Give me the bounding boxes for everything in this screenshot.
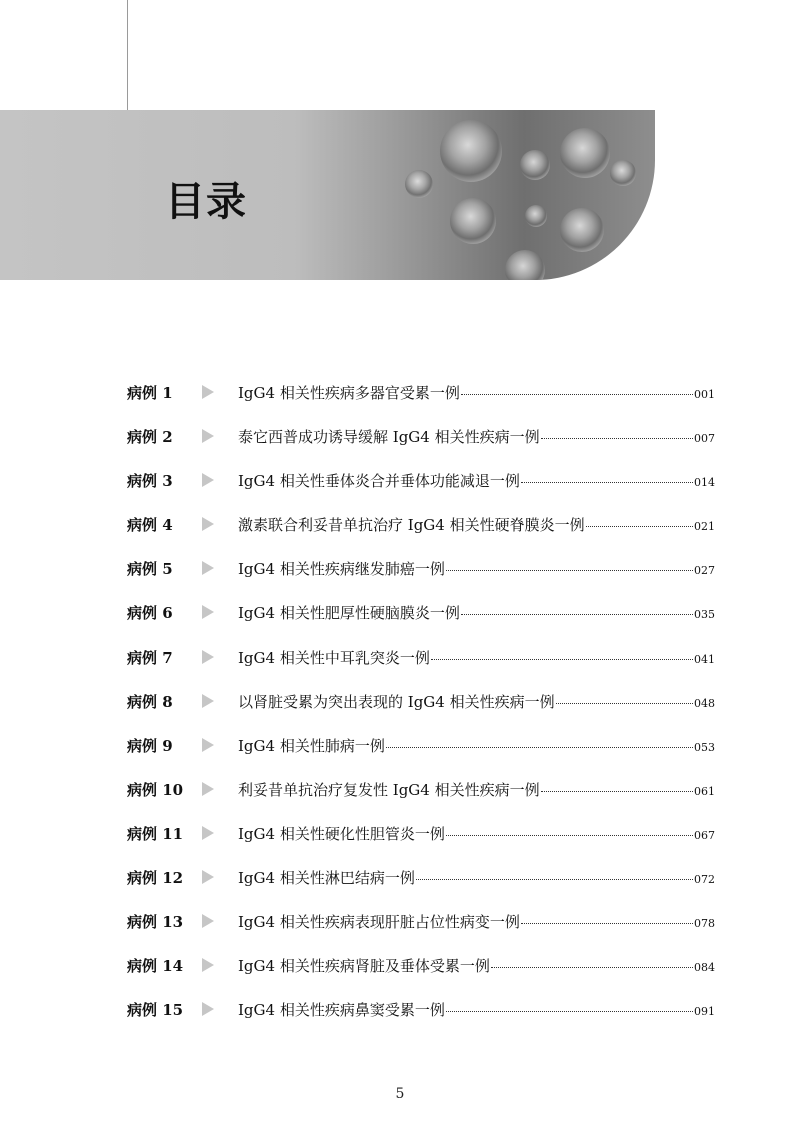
toc-entry-line	[238, 602, 715, 623]
entry-page-number: 007	[694, 431, 715, 445]
cell-image	[440, 120, 502, 182]
case-number: 病例 1	[127, 383, 173, 402]
dot-leader	[541, 438, 693, 439]
toc-entry-line	[238, 779, 715, 800]
case-number: 病例 2	[127, 427, 173, 446]
entry-title: IgG4 相关性疾病表现肝脏占位性病变一例	[238, 912, 520, 931]
toc-entry-line	[238, 514, 715, 535]
entry-page-number: 001	[694, 387, 715, 401]
case-number: 病例 4	[127, 515, 173, 534]
toc-entry[interactable]	[127, 458, 715, 502]
dot-leader	[446, 835, 693, 836]
dot-leader	[556, 703, 693, 704]
toc-entry-line	[238, 955, 715, 976]
dot-leader	[521, 482, 693, 483]
toc-entry-line	[238, 735, 715, 756]
header-banner	[0, 110, 655, 280]
toc-entry[interactable]	[127, 987, 715, 1031]
case-number: 病例 8	[127, 692, 173, 711]
toc-entry[interactable]	[127, 546, 715, 590]
cell-image	[450, 198, 496, 244]
entry-title: IgG4 相关性肺病一例	[238, 736, 385, 755]
entry-title: IgG4 相关性疾病鼻窦受累一例	[238, 1000, 445, 1019]
entry-page-number: 053	[694, 740, 715, 754]
case-number: 病例 7	[127, 648, 173, 667]
dot-leader	[491, 967, 693, 968]
toc-entry-line	[238, 470, 715, 491]
toc-entry-line	[238, 911, 715, 932]
toc-entry[interactable]	[127, 767, 715, 811]
entry-title: 利妥昔单抗治疗复发性 IgG4 相关性疾病一例	[238, 780, 540, 799]
dot-leader	[461, 614, 693, 615]
entry-page-number: 078	[694, 916, 715, 930]
toc-entry-line	[238, 867, 715, 888]
triangle-arrow-icon	[202, 782, 214, 796]
entry-page-number: 067	[694, 828, 715, 842]
case-number: 病例 13	[127, 912, 184, 931]
toc-entry[interactable]	[127, 811, 715, 855]
toc-entry[interactable]	[127, 502, 715, 546]
dot-leader	[446, 570, 693, 571]
toc-entry[interactable]	[127, 414, 715, 458]
cell-image	[505, 250, 545, 280]
entry-title: 激素联合利妥昔单抗治疗 IgG4 相关性硬脊膜炎一例	[238, 515, 585, 534]
toc-entry[interactable]	[127, 943, 715, 987]
toc-entry[interactable]	[127, 679, 715, 723]
triangle-arrow-icon	[202, 385, 214, 399]
entry-page-number: 027	[694, 563, 715, 577]
entry-title: IgG4 相关性中耳乳突炎一例	[238, 648, 430, 667]
cell-image	[610, 160, 636, 186]
entry-page-number: 091	[694, 1004, 715, 1018]
entry-title: IgG4 相关性肥厚性硬脑膜炎一例	[238, 603, 460, 622]
entry-page-number: 048	[694, 696, 715, 710]
toc-entry-line	[238, 823, 715, 844]
cell-image	[560, 128, 610, 178]
dot-leader	[541, 791, 693, 792]
entry-title: 以肾脏受累为突出表现的 IgG4 相关性疾病一例	[238, 692, 555, 711]
triangle-arrow-icon	[202, 958, 214, 972]
triangle-arrow-icon	[202, 473, 214, 487]
toc-entry[interactable]	[127, 723, 715, 767]
triangle-arrow-icon	[202, 738, 214, 752]
page-title: 目录	[165, 179, 247, 225]
toc-entry-line	[238, 426, 715, 447]
toc-entry[interactable]	[127, 590, 715, 634]
dot-leader	[416, 879, 693, 880]
toc-entry-line	[238, 999, 715, 1020]
triangle-arrow-icon	[202, 517, 214, 531]
dot-leader	[386, 747, 693, 748]
case-number: 病例 9	[127, 736, 173, 755]
entry-title: IgG4 相关性淋巴结病一例	[238, 868, 415, 887]
dot-leader	[446, 1011, 693, 1012]
triangle-arrow-icon	[202, 429, 214, 443]
entry-title: IgG4 相关性硬化性胆管炎一例	[238, 824, 445, 843]
toc-entry[interactable]	[127, 370, 715, 414]
page-number: 5	[395, 1086, 405, 1102]
toc-entry[interactable]	[127, 635, 715, 679]
cell-image	[405, 170, 433, 198]
toc-entry-line	[238, 647, 715, 668]
dot-leader	[461, 394, 693, 395]
triangle-arrow-icon	[202, 826, 214, 840]
cell-image	[560, 208, 604, 252]
case-number: 病例 12	[127, 868, 184, 887]
dot-leader	[431, 659, 693, 660]
entry-page-number: 035	[694, 607, 715, 621]
entry-page-number: 061	[694, 784, 715, 798]
triangle-arrow-icon	[202, 650, 214, 664]
toc-entry-line	[238, 691, 715, 712]
entry-page-number: 014	[694, 475, 715, 489]
cell-image	[520, 150, 550, 180]
toc-entry-line	[238, 382, 715, 403]
entry-page-number: 021	[694, 519, 715, 533]
entry-title: IgG4 相关性疾病肾脏及垂体受累一例	[238, 956, 490, 975]
case-number: 病例 10	[127, 780, 184, 799]
entry-page-number: 041	[694, 652, 715, 666]
case-number: 病例 11	[127, 824, 184, 843]
case-number: 病例 15	[127, 1000, 184, 1019]
entry-page-number: 084	[694, 960, 715, 974]
entry-title: IgG4 相关性垂体炎合并垂体功能减退一例	[238, 471, 520, 490]
case-number: 病例 5	[127, 559, 173, 578]
entry-title: IgG4 相关性疾病继发肺癌一例	[238, 559, 445, 578]
triangle-arrow-icon	[202, 914, 214, 928]
cell-image	[525, 205, 547, 227]
entry-page-number: 072	[694, 872, 715, 886]
triangle-arrow-icon	[202, 605, 214, 619]
case-number: 病例 14	[127, 956, 184, 975]
triangle-arrow-icon	[202, 694, 214, 708]
toc-entry[interactable]	[127, 855, 715, 899]
entry-title: 泰它西普成功诱导缓解 IgG4 相关性疾病一例	[238, 427, 540, 446]
dot-leader	[521, 923, 693, 924]
toc-entry[interactable]	[127, 899, 715, 943]
case-number: 病例 3	[127, 471, 173, 490]
toc-entry-line	[238, 558, 715, 579]
dot-leader	[586, 526, 693, 527]
triangle-arrow-icon	[202, 561, 214, 575]
triangle-arrow-icon	[202, 1002, 214, 1016]
entry-title: IgG4 相关性疾病多器官受累一例	[238, 383, 460, 402]
case-number: 病例 6	[127, 603, 173, 622]
triangle-arrow-icon	[202, 870, 214, 884]
